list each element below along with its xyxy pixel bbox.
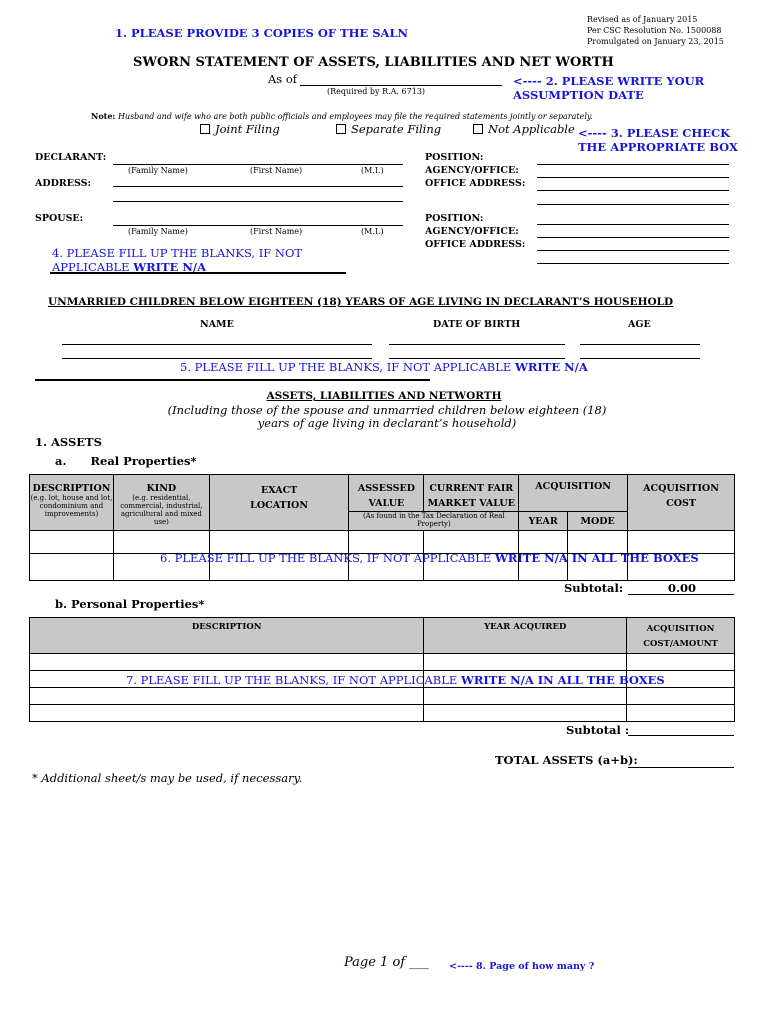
real-acquisition-header [519, 475, 628, 512]
spouse-mi-caption: (M.I.) [361, 227, 384, 236]
instruction-6-plain: 6. PLEASE FILL UP THE BLANKS, IF NOT APPLICABLE [160, 551, 495, 565]
joint-filing-label: Joint Filing [215, 122, 280, 136]
table-row [30, 705, 735, 722]
real-fair-value-header [424, 475, 519, 512]
joint-filing-option[interactable] [200, 122, 280, 136]
real-description-header-label: DESCRIPTION [32, 483, 111, 494]
revision-line-1: Revised as of January 2015 [587, 15, 698, 24]
real-location-header-line-2: LOCATION [250, 500, 309, 511]
real-cost-header-line-1: ACQUISITION [643, 483, 719, 494]
separate-filing-option[interactable] [336, 122, 441, 136]
address-field-1[interactable] [113, 186, 403, 187]
spouse-agency-label: AGENCY/OFFICE: [425, 226, 519, 237]
declarant-position-field[interactable] [537, 164, 729, 165]
not-applicable-option[interactable] [473, 122, 575, 136]
total-assets-label: TOTAL ASSETS (a+b): [495, 753, 638, 767]
real-tax-note [349, 512, 519, 531]
real-description-header-sub: (e.g. lot, house and lot, condominium and improvements) [30, 494, 113, 518]
real-location-header-line-1: EXACT [260, 485, 298, 496]
page-number: Page 1 of ___ [344, 955, 429, 970]
child-name-field-2[interactable] [62, 358, 372, 359]
children-dob-header: DATE OF BIRTH [433, 319, 521, 330]
table-cell[interactable] [627, 688, 735, 705]
child-name-field-1[interactable] [62, 344, 372, 345]
separate-filing-checkbox[interactable] [336, 124, 346, 134]
instruction-2-line-1: <---- 2. PLEASE WRITE YOUR [513, 74, 705, 88]
real-fair-value-header-line-1: CURRENT FAIR [429, 483, 514, 494]
real-subtotal-value: 0.00 [668, 581, 697, 595]
spouse-office-address-field-1[interactable] [537, 250, 729, 251]
separate-filing-label: Separate Filing [351, 122, 442, 136]
real-subtotal-field[interactable] [628, 594, 734, 595]
personal-cost-header [627, 618, 735, 654]
spouse-name-field[interactable] [113, 225, 403, 226]
table-row [30, 654, 735, 671]
page-title: SWORN STATEMENT OF ASSETS, LIABILITIES AND NET WORTH [133, 55, 614, 70]
child-dob-field-2[interactable] [389, 358, 565, 359]
joint-filing-checkbox[interactable] [200, 124, 210, 134]
table-cell[interactable] [30, 554, 114, 581]
real-kind-header [113, 475, 209, 531]
table-cell[interactable] [424, 705, 627, 722]
spouse-office-address-label: OFFICE ADDRESS: [425, 239, 526, 250]
table-cell[interactable] [30, 531, 114, 554]
real-tax-note-text: (As found in the Tax Declaration of Real Property) [362, 512, 505, 528]
declarant-office-address-field-1[interactable] [537, 190, 729, 191]
declarant-label: DECLARANT: [35, 152, 107, 163]
not-applicable-checkbox[interactable] [473, 124, 483, 134]
instruction-3-line-1: <---- 3. PLEASE CHECK [578, 126, 731, 140]
spouse-agency-field[interactable] [537, 237, 729, 238]
instruction-2 [513, 74, 704, 102]
instruction-7 [126, 673, 665, 687]
instruction-5-plain: 5. PLEASE FILL UP THE BLANKS, IF NOT APPLICABLE [180, 360, 515, 374]
personal-cost-header-line-2: COST/AMOUNT [643, 639, 718, 649]
real-assessed-header [349, 475, 424, 512]
child-age-field-1[interactable] [580, 344, 700, 345]
not-applicable-label: Not Applicable [488, 122, 575, 136]
revision-line-3: Promulgated on January 23, 2015 [587, 37, 724, 46]
children-age-header: AGE [628, 319, 651, 330]
spouse-separator [50, 272, 346, 274]
instruction-5 [180, 360, 588, 374]
personal-description-header [30, 618, 424, 654]
personal-year-header [424, 618, 627, 654]
revision-note [587, 14, 724, 47]
table-row [30, 688, 735, 705]
declarant-agency-label: AGENCY/OFFICE: [425, 165, 519, 176]
table-cell[interactable] [30, 705, 424, 722]
revision-line-2: Per CSC Resolution No. 1500088 [587, 26, 722, 35]
real-cost-header-line-2: COST [666, 498, 696, 509]
child-dob-field-1[interactable] [389, 344, 565, 345]
instruction-4-bold: WRITE N/A [133, 260, 207, 274]
declarant-family-name-caption: (Family Name) [128, 166, 188, 175]
instruction-3 [578, 126, 738, 154]
note [91, 111, 593, 121]
real-fair-value-header-line-2: MARKET VALUE [427, 498, 515, 509]
child-age-field-2[interactable] [580, 358, 700, 359]
aln-title: ASSETS, LIABILITIES AND NETWORTH [266, 390, 502, 402]
children-separator [35, 379, 430, 381]
spouse-family-name-caption: (Family Name) [128, 227, 188, 236]
table-cell[interactable] [627, 705, 735, 722]
instruction-7-plain: 7. PLEASE FILL UP THE BLANKS, IF NOT APPLICABLE [126, 673, 461, 687]
instruction-4-line-1: 4. PLEASE FILL UP THE BLANKS, IF NOT [52, 246, 303, 260]
real-properties-heading: a. Real Properties* [55, 454, 197, 468]
children-title: UNMARRIED CHILDREN BELOW EIGHTEEN (18) YEARS OF AGE LIVING IN DECLARANT’S HOUSEHOLD [48, 296, 674, 308]
instruction-1: 1. PLEASE PROVIDE 3 COPIES OF THE SALN [115, 26, 409, 40]
additional-sheet-note: * Additional sheet/s may be used, if necessary. [32, 771, 303, 785]
declarant-office-address-field-2[interactable] [537, 204, 729, 205]
assets-heading: 1. ASSETS [35, 435, 102, 449]
as-of-label: As of [268, 72, 298, 86]
children-name-header: NAME [200, 319, 234, 330]
table-cell[interactable] [424, 688, 627, 705]
real-description-header [30, 475, 114, 531]
declarant-position-label: POSITION: [425, 152, 484, 163]
real-subtotal-label: Subtotal: [564, 581, 624, 595]
note-text: Husband and wife who are both public officials and employees may file the required statements jointly or separately. [117, 112, 593, 121]
instruction-2-line-2: ASSUMPTION DATE [513, 88, 644, 102]
required-note: (Required by R.A. 6713) [327, 87, 426, 96]
spouse-position-field[interactable] [537, 224, 729, 225]
spouse-position-label: POSITION: [425, 213, 484, 224]
spouse-first-name-caption: (First Name) [250, 227, 303, 236]
personal-subtotal-label: Subtotal : [566, 723, 630, 737]
table-cell[interactable] [30, 654, 424, 671]
personal-description-header-label: DESCRIPTION [191, 622, 262, 632]
personal-subtotal-field[interactable] [628, 735, 734, 736]
instruction-6 [160, 551, 699, 565]
personal-properties-heading: b. Personal Properties* [55, 597, 205, 611]
instruction-3-line-2: THE APPROPRIATE BOX [578, 140, 738, 154]
address-label: ADDRESS: [35, 178, 92, 189]
declarant-office-address-label: OFFICE ADDRESS: [425, 178, 526, 189]
table-cell[interactable] [30, 688, 424, 705]
table-cell[interactable] [424, 654, 627, 671]
spouse-office-address-field-2[interactable] [537, 263, 729, 264]
address-field-2[interactable] [113, 201, 403, 202]
real-acquisition-header-label: ACQUISITION [535, 481, 611, 492]
real-assessed-header-line-2: VALUE [368, 498, 405, 509]
table-cell[interactable] [627, 654, 735, 671]
real-kind-header-label: KIND [146, 483, 177, 494]
personal-cost-header-line-1: ACQUISITION [646, 624, 715, 634]
real-location-header [209, 475, 349, 531]
declarant-mi-caption: (M.I.) [361, 166, 384, 175]
real-cost-header [628, 475, 735, 531]
declarant-first-name-caption: (First Name) [250, 166, 303, 175]
real-year-header: YEAR [519, 512, 568, 531]
instruction-7-bold: WRITE N/A IN ALL THE BOXES [460, 673, 665, 687]
real-mode-header: MODE [568, 512, 628, 531]
declarant-name-field[interactable] [113, 164, 403, 165]
declarant-agency-field[interactable] [537, 177, 729, 178]
aln-subtitle-1: (Including those of the spouse and unmarried children below eighteen (18) [167, 403, 607, 417]
as-of-date-field[interactable] [300, 85, 502, 86]
instruction-8: <---- 8. Page of how many ? [449, 961, 595, 972]
spouse-label: SPOUSE: [35, 213, 84, 224]
instruction-4-plain: APPLICABLE [52, 260, 134, 274]
aln-subtitle-2: years of age living in declarant’s household) [257, 416, 517, 430]
real-kind-header-sub: (e.g. residential, commercial, industrial, agricultural and mixed use) [120, 494, 203, 526]
instruction-4 [52, 246, 302, 274]
note-label: Note: [91, 111, 116, 121]
real-assessed-header-line-1: ASSESSED [357, 483, 415, 494]
instruction-6-bold: WRITE N/A IN ALL THE BOXES [494, 551, 699, 565]
instruction-5-bold: WRITE N/A [514, 360, 588, 374]
personal-year-header-label: YEAR ACQUIRED [484, 622, 567, 632]
personal-properties-table [29, 617, 735, 722]
total-assets-field[interactable] [628, 767, 734, 768]
